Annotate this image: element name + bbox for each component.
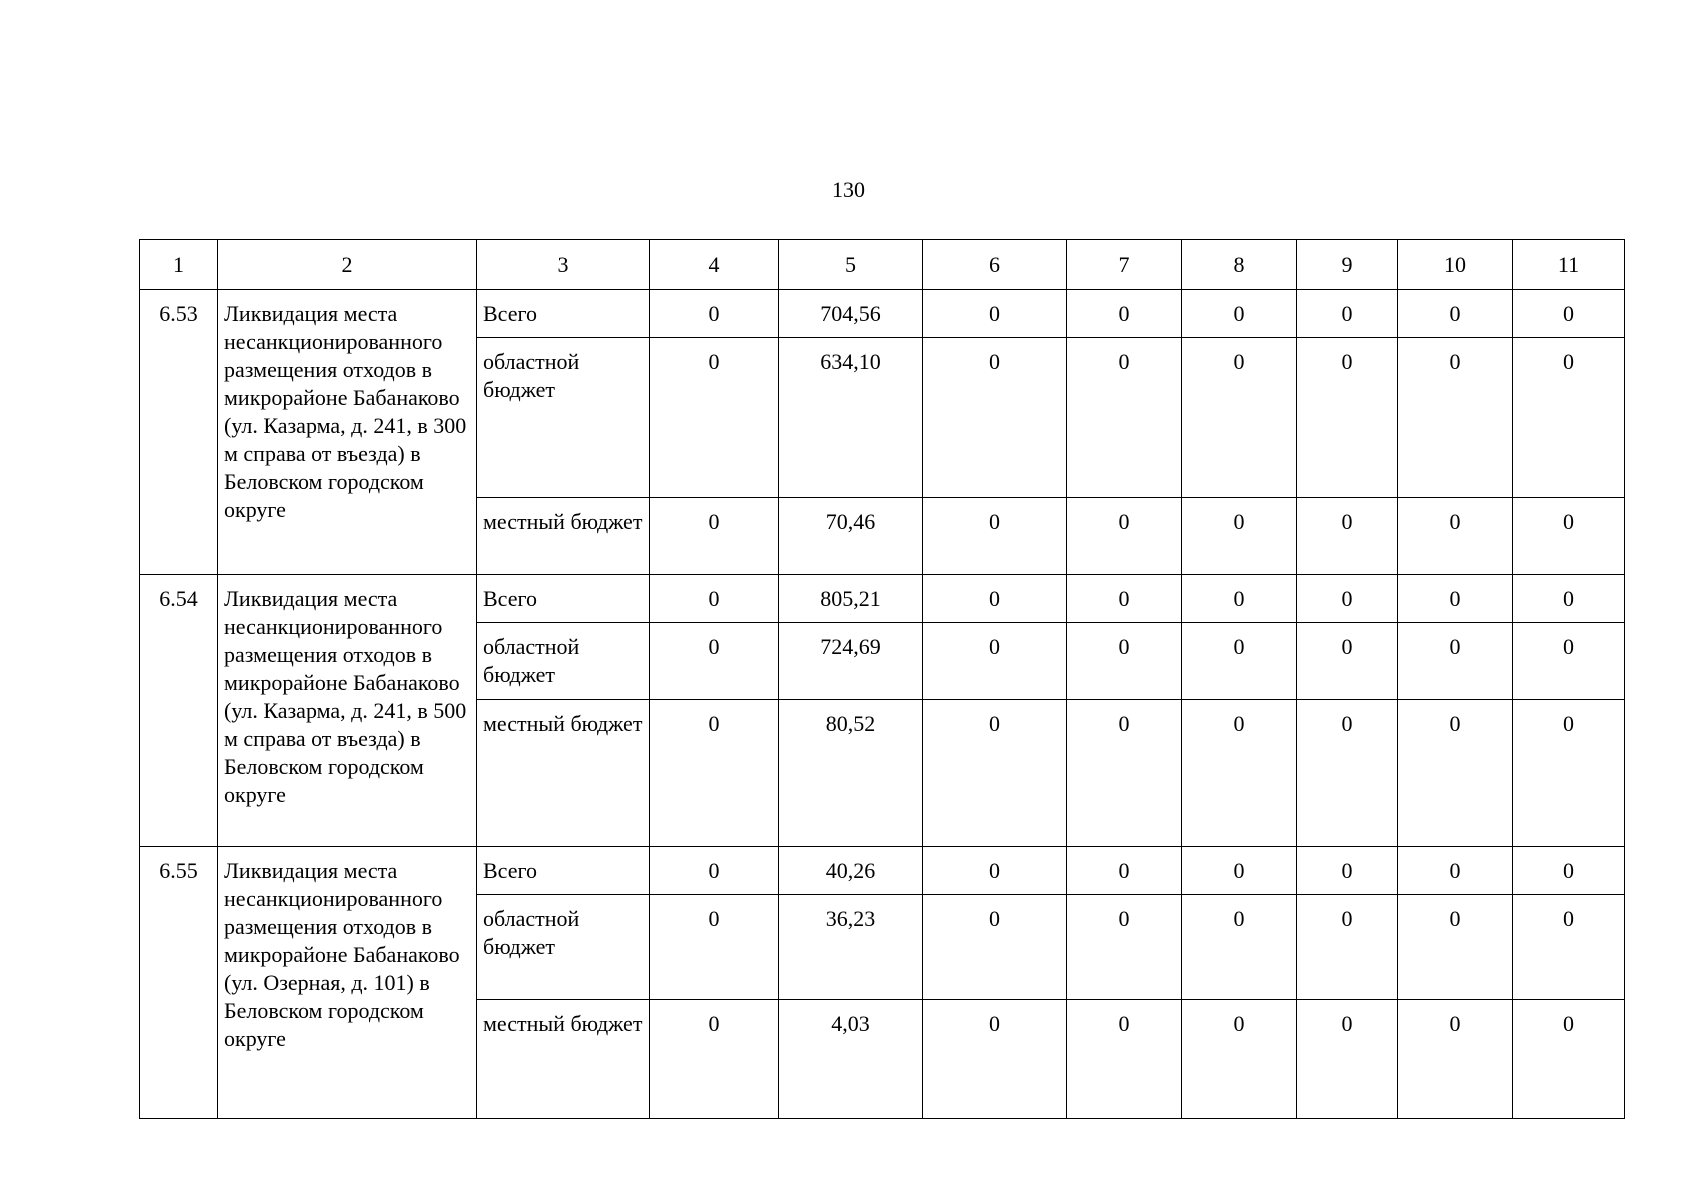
value-cell: 0 [1398,623,1513,700]
table-row [140,290,1625,338]
item-description: Ликвидация места несанкционированного размещения отходов в микрорайоне Бабанаково (ул. Казарма, д. 241, в 500 м справа от въезда) в Беловском городском округе [218,575,477,847]
value-cell: 0 [1398,575,1513,623]
value-cell: 0 [923,623,1067,700]
value-cell: 0 [923,847,1067,895]
value-cell: 0 [1398,498,1513,575]
value-cell: 36,23 [779,895,923,1000]
header-row [140,240,1625,290]
value-cell: 0 [1182,575,1297,623]
header-cell: 10 [1398,240,1513,290]
funding-source: Всего [477,290,650,338]
value-cell: 0 [1067,575,1182,623]
value-cell: 0 [650,290,779,338]
value-cell: 0 [1067,290,1182,338]
value-cell: 0 [1297,895,1398,1000]
item-number: 6.54 [140,575,218,847]
value-cell: 805,21 [779,575,923,623]
value-cell: 0 [923,575,1067,623]
value-cell: 0 [1513,575,1625,623]
funding-source: областной бюджет [477,623,650,700]
item-number: 6.55 [140,847,218,1119]
value-cell: 0 [1067,498,1182,575]
value-cell: 0 [650,895,779,1000]
value-cell: 0 [1513,498,1625,575]
budget-table [139,239,1625,1119]
value-cell: 0 [923,1000,1067,1119]
header-cell: 6 [923,240,1067,290]
header-cell: 11 [1513,240,1625,290]
header-cell: 7 [1067,240,1182,290]
value-cell: 0 [1513,1000,1625,1119]
value-cell: 0 [1182,847,1297,895]
value-cell: 724,69 [779,623,923,700]
value-cell: 0 [1398,895,1513,1000]
value-cell: 0 [650,1000,779,1119]
funding-source: Всего [477,847,650,895]
header-cell: 3 [477,240,650,290]
value-cell: 0 [1182,290,1297,338]
value-cell: 0 [923,338,1067,498]
header-cell: 8 [1182,240,1297,290]
value-cell: 0 [650,700,779,847]
value-cell: 0 [1067,1000,1182,1119]
value-cell: 0 [1067,847,1182,895]
item-number: 6.53 [140,290,218,575]
value-cell: 0 [1513,700,1625,847]
value-cell: 704,56 [779,290,923,338]
value-cell: 0 [1513,623,1625,700]
value-cell: 0 [650,623,779,700]
value-cell: 634,10 [779,338,923,498]
funding-source: областной бюджет [477,895,650,1000]
value-cell: 0 [1067,895,1182,1000]
table-row [140,847,1625,895]
value-cell: 0 [1297,623,1398,700]
funding-source: местный бюджет [477,1000,650,1119]
value-cell: 80,52 [779,700,923,847]
item-description: Ликвидация места несанкционированного размещения отходов в микрорайоне Бабанаково (ул. Озерная, д. 101) в Беловском городском округе [218,847,477,1119]
value-cell: 0 [650,847,779,895]
value-cell: 70,46 [779,498,923,575]
funding-source: местный бюджет [477,700,650,847]
value-cell: 0 [1182,1000,1297,1119]
value-cell: 0 [1067,338,1182,498]
value-cell: 0 [923,498,1067,575]
value-cell: 0 [1182,498,1297,575]
value-cell: 0 [1297,290,1398,338]
value-cell: 0 [923,700,1067,847]
value-cell: 0 [1297,498,1398,575]
value-cell: 0 [1182,623,1297,700]
value-cell: 0 [923,895,1067,1000]
value-cell: 0 [650,575,779,623]
value-cell: 0 [1297,1000,1398,1119]
value-cell: 0 [1297,700,1398,847]
value-cell: 0 [650,338,779,498]
header-cell: 4 [650,240,779,290]
value-cell: 0 [1182,700,1297,847]
value-cell: 40,26 [779,847,923,895]
value-cell: 0 [1513,338,1625,498]
value-cell: 0 [923,290,1067,338]
value-cell: 0 [1398,290,1513,338]
value-cell: 0 [1398,338,1513,498]
value-cell: 0 [1398,847,1513,895]
value-cell: 0 [1297,847,1398,895]
funding-source: Всего [477,575,650,623]
item-description: Ликвидация места несанкционированного размещения отходов в микрорайоне Бабанаково (ул. Казарма, д. 241, в 300 м справа от въезда) в Беловском городском округе [218,290,477,575]
value-cell: 0 [1398,700,1513,847]
value-cell: 0 [1297,575,1398,623]
value-cell: 0 [1398,1000,1513,1119]
header-cell: 9 [1297,240,1398,290]
header-cell: 5 [779,240,923,290]
value-cell: 0 [1297,338,1398,498]
value-cell: 0 [1067,623,1182,700]
table-row [140,575,1625,623]
value-cell: 0 [1513,290,1625,338]
value-cell: 0 [1513,895,1625,1000]
page-number: 130 [832,177,865,202]
value-cell: 0 [1067,700,1182,847]
value-cell: 0 [650,498,779,575]
value-cell: 0 [1513,847,1625,895]
funding-source: областной бюджет [477,338,650,498]
funding-source: местный бюджет [477,498,650,575]
value-cell: 4,03 [779,1000,923,1119]
value-cell: 0 [1182,895,1297,1000]
header-cell: 2 [218,240,477,290]
value-cell: 0 [1182,338,1297,498]
header-cell: 1 [140,240,218,290]
